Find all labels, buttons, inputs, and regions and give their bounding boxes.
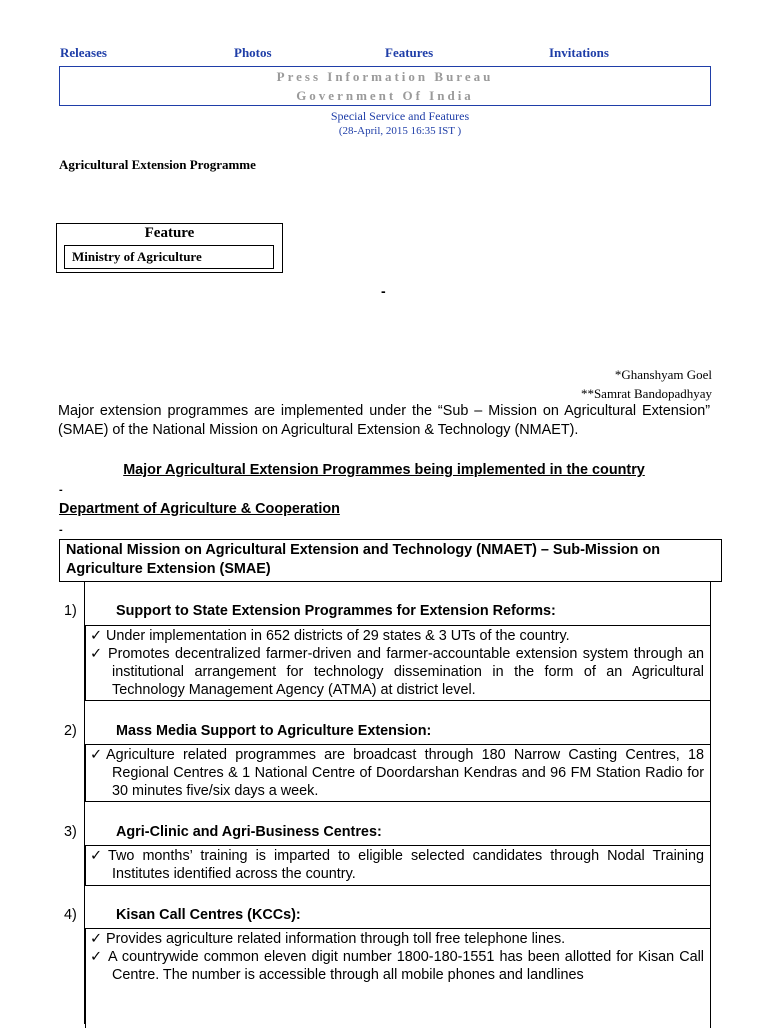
- checkmark-icon: ✓: [90, 646, 103, 662]
- section-2-bullets: [85, 744, 711, 802]
- government-name: Government Of India: [296, 88, 474, 103]
- page-title: Agricultural Extension Programme: [59, 157, 256, 172]
- section-title: Agri-Clinic and Agri-Business Centres:: [116, 824, 382, 840]
- checkmark-icon: ✓: [90, 949, 103, 965]
- list-item: [90, 847, 704, 883]
- separator-dash-small: -: [59, 524, 63, 536]
- section-3-heading: [64, 824, 382, 840]
- list-item-text: A countrywide common eleven digit number 1800-180-1551 has been allotted for Kisan Call Centre. The number is accessible through all mobile phones and landlines: [108, 949, 704, 983]
- section-title: Support to State Extension Programmes for Extension Reforms:: [116, 603, 556, 619]
- section-1-heading: [64, 603, 556, 619]
- section-4-bullets: [85, 928, 711, 1028]
- checkmark-icon: ✓: [90, 931, 103, 947]
- nav-link-invitations[interactable]: Invitations: [549, 45, 609, 60]
- author-2: **Samrat Bandopadhyay: [580, 386, 712, 401]
- section-number: 4): [64, 907, 77, 923]
- bureau-banner: [59, 66, 711, 106]
- list-item-text: Agriculture related programmes are broadcast through 180 Narrow Casting Centres, 18 Regional Centres & 1 National Centre of Doordarshan Kendras and 96 FM Station Radio for 30 minutes five/six days a week.: [106, 747, 704, 799]
- nmaet-title-cell: National Mission on Agricultural Extension and Technology (NMAET) – Sub-Mission on Agriculture Extension (SMAE): [59, 539, 722, 582]
- section-heading: Major Agricultural Extension Programmes being implemented in the country: [123, 462, 645, 478]
- feature-box: [56, 223, 283, 273]
- list-item: [90, 627, 704, 645]
- department-heading: Department of Agriculture & Cooperation: [59, 501, 340, 517]
- list-item-text: Provides agriculture related information through toll free telephone lines.: [106, 931, 566, 947]
- section-1-bullets: [85, 625, 711, 701]
- list-item: [90, 930, 704, 948]
- ministry-label: Ministry of Agriculture: [64, 245, 274, 269]
- feature-label: Feature: [144, 225, 195, 241]
- intro-paragraph: Major extension programmes are implemented under the “Sub – Mission on Agricultural Extension” (SMAE) of the National Mission on Agricultural Extension & Technology (NMAET).: [58, 403, 710, 438]
- checkmark-icon: ✓: [90, 628, 103, 644]
- service-title: Special Service and Features: [330, 109, 470, 123]
- list-item-text: Promotes decentralized farmer-driven and farmer-accountable extension system through an institutional arrangement for technology dissemination in the form of an Agricultural Technology Management Agency (ATMA) at district level.: [108, 646, 704, 698]
- release-datetime: (28-April, 2015 16:35 IST ): [338, 125, 462, 137]
- list-item: [90, 948, 704, 984]
- author-1: *Ghanshyam Goel: [614, 367, 712, 382]
- list-item: [90, 645, 704, 699]
- checkmark-icon: ✓: [90, 747, 103, 763]
- list-item-text: Under implementation in 652 districts of 29 states & 3 UTs of the country.: [106, 628, 570, 644]
- nav-link-photos[interactable]: Photos: [234, 45, 272, 60]
- checkmark-icon: ✓: [90, 848, 103, 864]
- nav-link-features[interactable]: Features: [385, 45, 434, 60]
- nav-link-releases[interactable]: Releases: [60, 45, 107, 60]
- section-3-bullets: [85, 845, 711, 886]
- section-title: Mass Media Support to Agriculture Extension:: [116, 723, 432, 739]
- separator-dash-small: -: [59, 484, 63, 496]
- bureau-name: Press Information Bureau: [276, 69, 494, 84]
- separator-dash: -: [381, 283, 386, 299]
- section-title: Kisan Call Centres (KCCs):: [116, 907, 301, 923]
- list-item-text: Two months’ training is imparted to eligible selected candidates through Nodal Training Institutes identified across the country.: [108, 848, 704, 882]
- section-2-heading: [64, 723, 431, 739]
- section-4-heading: [64, 907, 301, 923]
- section-number: 1): [64, 603, 77, 619]
- list-item: [90, 746, 704, 800]
- section-number: 3): [64, 824, 77, 840]
- section-number: 2): [64, 723, 77, 739]
